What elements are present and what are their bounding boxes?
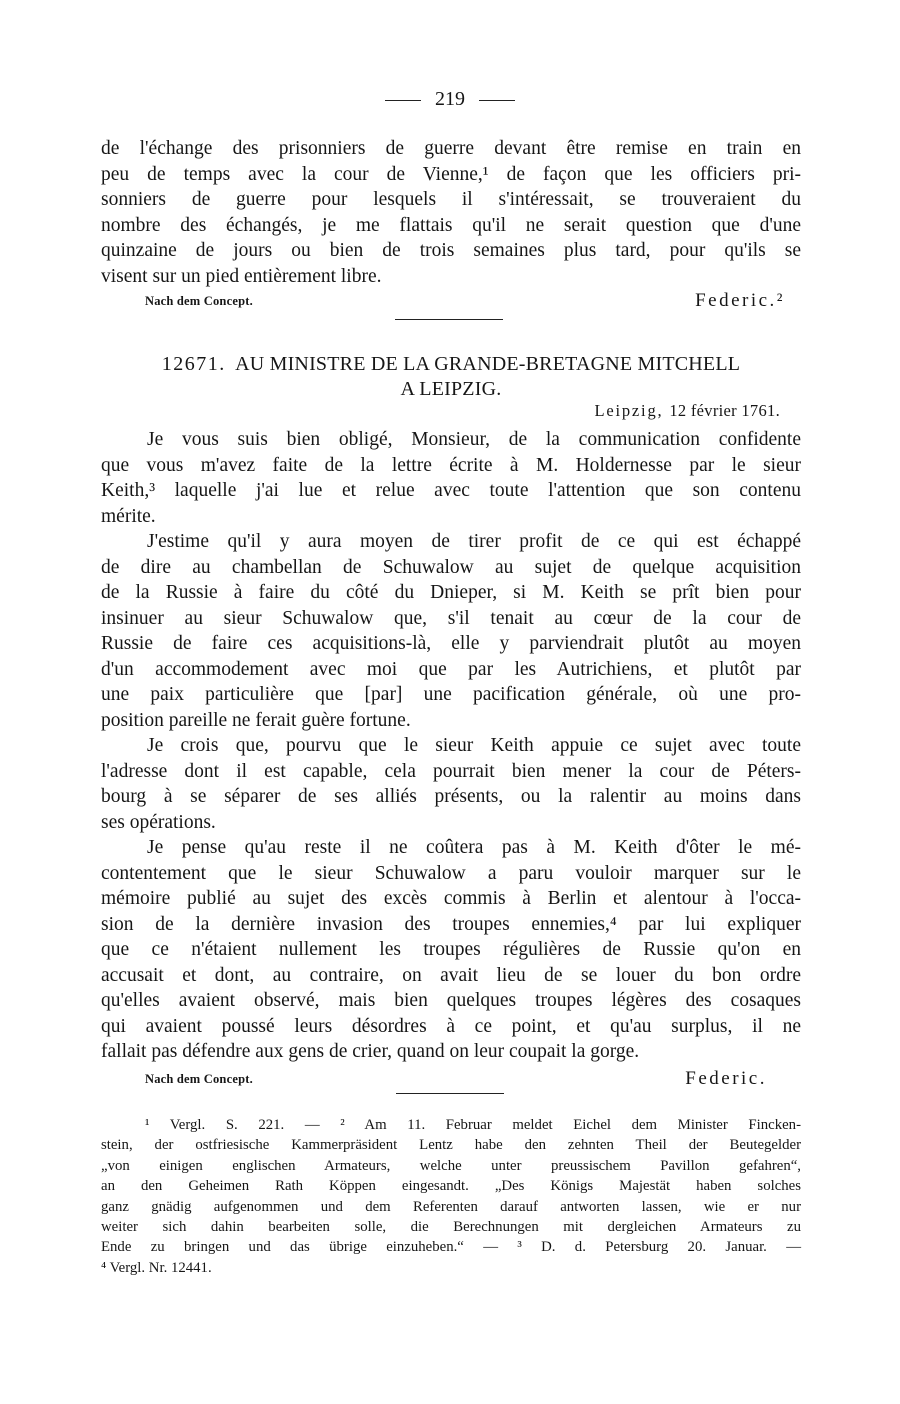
text-line: que vous m'avez faite de la lettre écrite à M. Holdernesse par le sieur	[101, 454, 801, 476]
letter-title: AU MINISTRE DE LA GRANDE-BRETAGNE MITCHELL	[235, 353, 741, 375]
text-line: bourg à se séparer de ses alliés présents, ou la ralentir au moins dans	[101, 786, 801, 807]
text-line: d'un accommodement avec moi que par les Autrichiens, et plutôt par	[101, 658, 801, 680]
text-line: qui avaient poussé leurs désordres à ce point, et qu'au surplus, il ne	[101, 1015, 801, 1037]
text-line: Je pense qu'au reste il ne coûtera pas à M. Keith d'ôter le mé-	[147, 837, 801, 858]
text-line: quinzaine de jours ou bien de trois semaines plus tard, pour qu'ils se	[101, 240, 801, 261]
text-line: Russie de faire ces acquisitions-là, elle y parviendrait plutôt au moyen	[101, 633, 801, 654]
place: Leipzig,	[594, 401, 664, 420]
dash-right	[479, 100, 515, 101]
footnote-line: an den Geheimen Rath Köppen eingesandt. „Des Königs Majestät haben solches	[101, 1178, 801, 1195]
signature: Federic.	[685, 1068, 767, 1089]
text-line: position pareille ne ferait guère fortune.	[101, 709, 411, 731]
text-line: visent sur un pied entièrement libre.	[101, 265, 382, 287]
signature-row	[145, 290, 785, 312]
separator-rule	[396, 1093, 504, 1094]
text-line: contentement que le sieur Schuwalow a paru vouloir marquer sur le	[101, 862, 801, 884]
heading-line-2: A LEIPZIG.	[400, 378, 502, 400]
text-line: qu'elles avaient observé, mais bien quelques troupes légères des cosaques	[101, 990, 801, 1011]
footnote-line: ⁴ Vergl. Nr. 12441.	[101, 1259, 212, 1276]
text-line: sonniers de guerre pour lesquels il s'intéressait, se trouveraient du	[101, 189, 801, 210]
source-note: Nach dem Concept.	[145, 294, 253, 308]
source-note: Nach dem Concept.	[145, 1072, 253, 1086]
page-number: 219	[0, 88, 900, 111]
text-line: accusait et dont, au contraire, on avait lieu de se louer du bon ordre	[101, 964, 801, 986]
letter-heading	[101, 352, 801, 402]
separator-rule	[395, 319, 503, 320]
text-line: une paix particulière que [par] une pacification générale, où une pro-	[101, 684, 801, 705]
footnote-line: Ende zu bringen und das übrige einzuheben.“ — ³ D. d. Petersburg 20. Januar. —	[101, 1239, 801, 1256]
text-line: l'adresse dont il est capable, cela pourrait bien mener la cour de Péters-	[101, 760, 801, 782]
footnotes	[101, 1115, 801, 1278]
footnote-line: ganz gnädig aufgenommen und dem Referenten darauf antworten lassen, wie er nur	[101, 1198, 801, 1215]
text-line: mémoire publié au sujet des excès commis à Berlin et alentour à l'occa-	[101, 888, 801, 909]
footnote-line: weiter sich dahin bearbeiten solle, die Berechnungen mit dergleichen Armateurs zu	[101, 1218, 801, 1235]
continued-paragraph	[101, 136, 801, 289]
dash-left	[385, 100, 421, 101]
footnote-line: stein, der ostfriesische Kammerpräsident Lentz habe den zehnten Theil der Beutegelder	[101, 1137, 801, 1154]
text-line: peu de temps avec la cour de Vienne,¹ de façon que les officiers pri-	[101, 163, 801, 185]
text-line: Je vous suis bien obligé, Monsieur, de la communication confidente	[147, 429, 801, 450]
text-line: fallait pas défendre aux gens de crier, quand on leur coupait la gorge.	[101, 1041, 640, 1062]
text-line: de dire au chambellan de Schuwalow au sujet de quelque acquisition	[101, 556, 801, 578]
letter-body	[101, 427, 801, 1065]
signature: Federic.²	[695, 290, 785, 311]
text-line: Keith,³ laquelle j'ai lue et relue avec toute l'attention que son contenu	[101, 480, 801, 501]
footnote-line: „von einigen englischen Armateurs, welche unter preussischem Pavillon gefahren“,	[101, 1157, 801, 1174]
text-line: nombre des échangés, je me flattais qu'il ne serait question que d'une	[101, 214, 801, 236]
dateline	[595, 401, 781, 421]
letter-number: 12671.	[161, 353, 226, 375]
heading-line-1	[101, 352, 801, 377]
text-line: ses opérations.	[101, 811, 216, 833]
date: 12 février 1761.	[669, 401, 780, 420]
text-line: Je crois que, pourvu que le sieur Keith appuie ce sujet avec toute	[147, 735, 801, 756]
text-line: que ce n'étaient nullement les troupes régulières de Russie qu'on en	[101, 939, 801, 960]
footnote-line: ¹ Vergl. S. 221. — ² Am 11. Februar meldet Eichel dem Minister Fincken-	[145, 1117, 801, 1133]
text-line: mérite.	[101, 505, 156, 527]
text-line: de l'échange des prisonniers de guerre devant être remise en train en	[101, 138, 801, 159]
text-line: J'estime qu'il y aura moyen de tirer profit de ce qui est échappé	[147, 531, 801, 552]
text-line: sion de la dernière invasion des troupes ennemies,⁴ par lui expliquer	[101, 913, 801, 935]
signature-row	[145, 1068, 785, 1090]
text-line: insinuer au sieur Schuwalow que, s'il tenait au cœur de la cour de	[101, 607, 801, 629]
text-line: de la Russie à faire du côté du Dnieper, si M. Keith se prît bien pour	[101, 582, 801, 603]
